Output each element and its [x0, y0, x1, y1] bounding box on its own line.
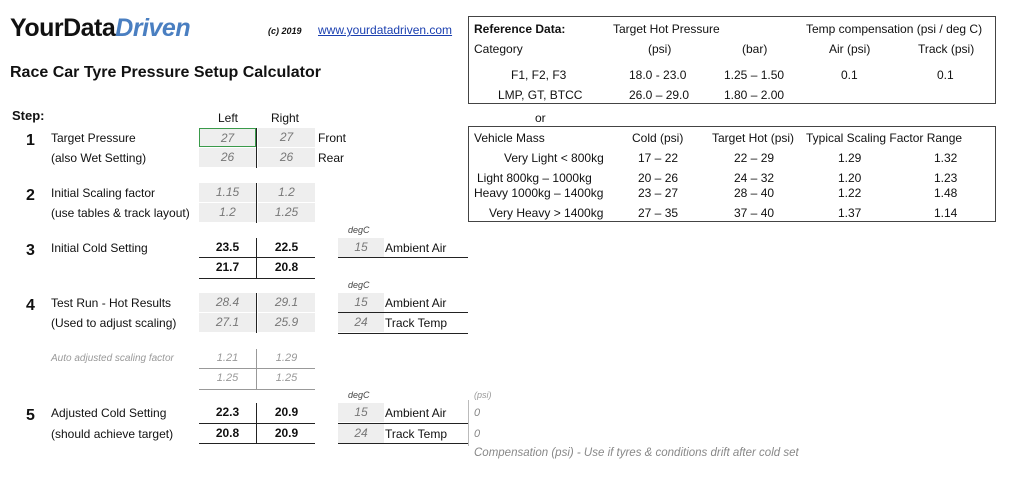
step5-ambient-input[interactable]: 15 — [338, 403, 384, 422]
air-psi-header: Air (psi) — [829, 42, 871, 56]
divider — [199, 443, 315, 444]
initial-cold-front-right: 22.5 — [258, 238, 315, 257]
ref-row-2-psi: 26.0 – 29.0 — [629, 88, 690, 102]
scaling-front-left-input[interactable]: 1.15 — [199, 183, 256, 202]
logo-text-driven: Driven — [115, 14, 191, 42]
ambient-air-label: Ambient Air — [385, 406, 447, 420]
divider — [338, 312, 468, 313]
divider — [199, 423, 315, 424]
divider — [256, 293, 257, 333]
mass-row-4-min: 1.37 — [838, 206, 862, 220]
track-temp-label: Track Temp — [385, 316, 448, 330]
step-2-sublabel: (use tables & track layout) — [51, 206, 190, 220]
target-rear-right-input[interactable]: 26 — [258, 148, 315, 167]
website-link[interactable]: www.yourdatadriven.com — [318, 23, 453, 37]
track-temp-label: Track Temp — [385, 427, 448, 441]
page-title: Race Car Tyre Pressure Setup Calculator — [10, 64, 321, 81]
psi-unit: (psi) — [474, 390, 492, 400]
step5-track-input[interactable]: 24 — [338, 424, 384, 443]
logo — [10, 14, 190, 43]
mass-row-3-min: 1.22 — [838, 186, 862, 200]
divider — [256, 238, 257, 278]
mass-row-3-cold: 23 – 27 — [638, 186, 679, 200]
adjusted-cold-front-right: 20.9 — [258, 403, 315, 422]
divider — [199, 257, 315, 258]
hot-rear-right-input[interactable]: 25.9 — [258, 313, 315, 332]
auto-scaling-front-right: 1.29 — [258, 349, 315, 368]
step-5-number: 5 — [26, 407, 35, 424]
initial-cold-front-left: 23.5 — [199, 238, 256, 257]
ref-row-2-category: LMP, GT, BTCC — [498, 88, 583, 102]
scaling-rear-left-input[interactable]: 1.2 — [199, 203, 256, 222]
track-psi-header: Track (psi) — [918, 42, 975, 56]
bar-header: (bar) — [742, 42, 768, 56]
initial-cold-rear-left: 21.7 — [199, 258, 256, 277]
step3-ambient-input[interactable]: 15 — [338, 238, 384, 257]
rear-label: Rear — [318, 151, 345, 165]
scaling-header: Typical Scaling Factor Range — [806, 131, 963, 145]
step-3-number: 3 — [26, 242, 35, 259]
mass-row-3-max: 1.48 — [934, 186, 958, 200]
step-label: Step: — [12, 108, 45, 123]
mass-header: Vehicle Mass — [474, 131, 545, 145]
mass-row-2-cold: 20 – 26 — [638, 171, 679, 185]
ref-row-1-psi: 18.0 - 23.0 — [629, 68, 687, 82]
divider — [256, 128, 257, 168]
step-1-sublabel: (also Wet Setting) — [51, 151, 147, 165]
initial-cold-rear-right: 20.8 — [258, 258, 315, 277]
step-4-label: Test Run - Hot Results — [51, 296, 172, 310]
hot-front-left-input[interactable]: 28.4 — [199, 293, 256, 312]
mass-row-2-max: 1.23 — [934, 171, 958, 185]
mass-row-1-hot: 22 – 29 — [734, 151, 775, 165]
step-4-sublabel: (Used to adjust scaling) — [51, 316, 177, 330]
degc-unit: degC — [348, 225, 370, 235]
step-5-sublabel: (should achieve target) — [51, 427, 174, 441]
mass-row-2-min: 1.20 — [838, 171, 862, 185]
ambient-air-label: Ambient Air — [385, 241, 447, 255]
step-2-number: 2 — [26, 187, 35, 204]
step-1-label: Target Pressure — [51, 131, 136, 145]
divider — [338, 423, 468, 424]
target-rear-left-input[interactable]: 26 — [199, 148, 256, 167]
target-hot-header: Target Hot Pressure — [613, 22, 720, 36]
category-header: Category — [474, 42, 523, 56]
auto-scaling-rear-left: 1.25 — [199, 369, 256, 388]
scaling-rear-right-input[interactable]: 1.25 — [258, 203, 315, 222]
mass-row-3-label: Heavy 1000kg – 1400kg — [474, 186, 604, 200]
ref-row-2-bar: 1.80 – 2.00 — [724, 88, 785, 102]
divider — [468, 400, 469, 446]
copyright: (c) 2019 — [268, 26, 302, 36]
adjusted-cold-rear-left: 20.8 — [199, 424, 256, 443]
mass-row-2-label: Light 800kg – 1000kg — [477, 171, 592, 185]
mass-row-1-max: 1.32 — [934, 151, 958, 165]
divider — [338, 257, 468, 258]
divider — [199, 368, 315, 369]
step-5-label: Adjusted Cold Setting — [51, 406, 167, 420]
auto-scaling-rear-right: 1.25 — [258, 369, 315, 388]
ref-row-1-air: 0.1 — [841, 68, 858, 82]
hot-rear-left-input[interactable]: 27.1 — [199, 313, 256, 332]
reference-title: Reference Data: — [474, 22, 566, 36]
ref-row-1-category: F1, F2, F3 — [511, 68, 567, 82]
auto-scaling-front-left: 1.21 — [199, 349, 256, 368]
step-2-label: Initial Scaling factor — [51, 186, 156, 200]
mass-row-1-min: 1.29 — [838, 151, 862, 165]
adjusted-cold-rear-right: 20.9 — [258, 424, 315, 443]
divider — [338, 333, 468, 334]
step-1-number: 1 — [26, 132, 35, 149]
degc-unit: degC — [348, 280, 370, 290]
target-front-left-input[interactable]: 27 — [199, 128, 256, 147]
mass-row-4-hot: 37 – 40 — [734, 206, 775, 220]
temp-comp-header: Temp compensation (psi / deg C) — [806, 22, 983, 36]
column-right-header: Right — [271, 111, 300, 125]
auto-scaling-label: Auto adjusted scaling factor — [51, 353, 174, 364]
mass-row-4-label: Very Heavy > 1400kg — [489, 206, 604, 220]
divider — [256, 183, 257, 223]
mass-row-1-cold: 17 – 22 — [638, 151, 679, 165]
mass-row-1-label: Very Light < 800kg — [504, 151, 604, 165]
mass-row-4-max: 1.14 — [934, 206, 958, 220]
mass-row-2-hot: 24 – 32 — [734, 171, 775, 185]
step4-track-input[interactable]: 24 — [338, 313, 384, 332]
step-4-number: 4 — [26, 297, 35, 314]
hot-header: Target Hot (psi) — [712, 131, 795, 145]
mass-row-4-cold: 27 – 35 — [638, 206, 679, 220]
or-label: or — [535, 111, 546, 125]
divider — [338, 443, 468, 444]
scaling-front-right-input[interactable]: 1.2 — [258, 183, 315, 202]
step-3-label: Initial Cold Setting — [51, 241, 148, 255]
psi-header: (psi) — [648, 42, 672, 56]
adjusted-cold-front-left: 22.3 — [199, 403, 256, 422]
degc-unit: degC — [348, 390, 370, 400]
ref-row-1-track: 0.1 — [937, 68, 954, 82]
step4-ambient-input[interactable]: 15 — [338, 293, 384, 312]
column-left-header: Left — [218, 111, 239, 125]
front-label: Front — [318, 131, 347, 145]
mass-row-3-hot: 28 – 40 — [734, 186, 775, 200]
compensation-note: Compensation (psi) - Use if tyres & conditions drift after cold set — [474, 447, 799, 459]
divider — [199, 389, 315, 390]
target-front-right-input[interactable]: 27 — [258, 128, 315, 147]
logo-text-yourdata: YourData — [10, 14, 116, 42]
ambient-air-label: Ambient Air — [385, 296, 447, 310]
hot-front-right-input[interactable]: 29.1 — [258, 293, 315, 312]
divider — [256, 349, 257, 389]
cold-header: Cold (psi) — [632, 131, 684, 145]
ambient-compensation-input[interactable]: 0 — [474, 407, 481, 419]
divider — [199, 278, 315, 279]
ref-row-1-bar: 1.25 – 1.50 — [724, 68, 785, 82]
track-compensation-input[interactable]: 0 — [474, 428, 481, 440]
